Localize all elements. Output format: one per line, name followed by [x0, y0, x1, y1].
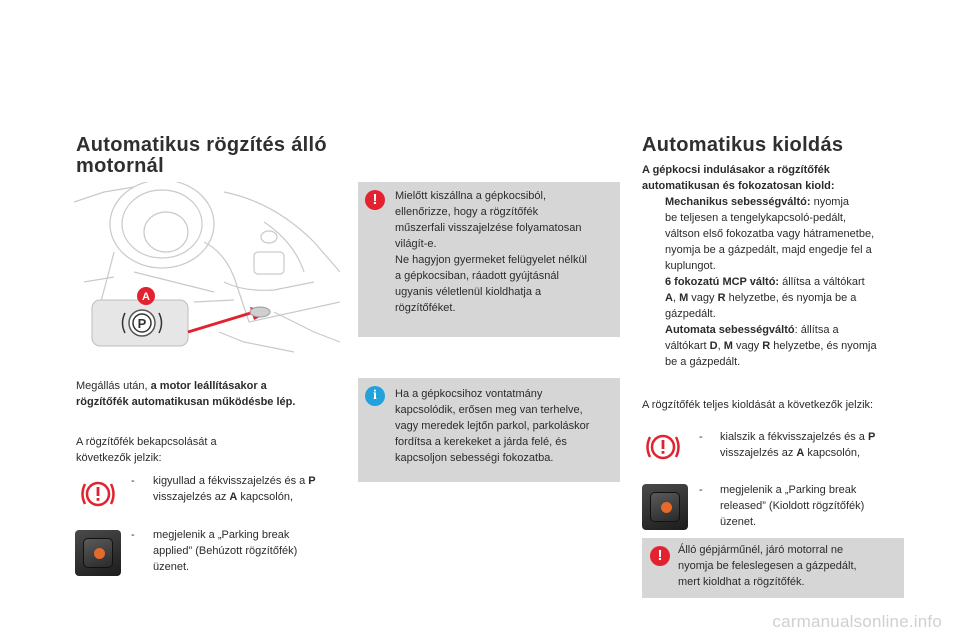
warning-line: ellenőrizze, hogy a rögzítőfék — [395, 206, 539, 218]
b3-bold-r: R — [762, 340, 771, 352]
b1-line2: be teljesen a tengelykapcsoló-pedált, — [665, 212, 847, 224]
r1-line2: visszajelzés az — [720, 447, 797, 459]
callout-a: A — [142, 291, 150, 303]
r1-text — [720, 429, 920, 461]
engine-warning-line: nyomja be feleslegesen a gázpedált, — [678, 560, 857, 572]
para1-prefix: Megállás után, — [76, 380, 151, 392]
b3-line3: be a gázpedált. — [665, 356, 741, 368]
svg-text:P: P — [137, 316, 147, 331]
intro-line1: A gépkocsi indulásakor a rögzítőfék — [642, 164, 830, 176]
warning-icon: ! — [650, 546, 670, 566]
r1-bold-a: A — [796, 447, 805, 459]
release-indicators-text: A rögzítőfék teljes kioldását a következők jelzik: — [642, 399, 874, 411]
para1-bold2: rögzítőfék automatikusan működésbe lép. — [76, 396, 296, 408]
b3-bold-m: M — [723, 340, 733, 352]
bullet2-text — [665, 274, 915, 322]
b2-bold-a: A — [665, 292, 673, 304]
b2-bold: 6 fokozatú MCP váltó: — [665, 276, 780, 288]
para2-line1: A rögzítőfék bekapcsolását a — [76, 436, 217, 448]
warning-line: rögzítőféket. — [395, 302, 456, 314]
parking-brake-key-icon — [75, 530, 121, 576]
item1-dash: - — [131, 475, 135, 487]
para1-bold1: a motor leállításakor a — [150, 380, 267, 392]
b1-bold: Mechanikus sebességváltó: — [665, 196, 811, 208]
release-intro — [642, 162, 912, 194]
b2-bold-m: M — [679, 292, 689, 304]
info-line: kapcsoljon sebességi fokozatba. — [395, 452, 554, 464]
brake-warning-icon — [78, 474, 118, 514]
info-text — [395, 386, 620, 466]
info-line: kapcsolódik, erősen meg van terhelve, — [395, 404, 583, 416]
engine-warning-line: mert kioldhat a rögzítőfék. — [678, 576, 805, 588]
engine-warning-line: Álló gépjárműnél, járó motorral ne — [678, 544, 844, 556]
intro-line2: automatikusan és fokozatosan kiold: — [642, 180, 835, 192]
warning-line: Mielőtt kiszállna a gépkocsiból, — [395, 190, 547, 202]
item1-line2-post: kapcsolón, — [237, 491, 294, 503]
bullet3-text — [665, 322, 915, 370]
b1-line4: nyomja be a gázpedált, majd engedje fel a — [665, 244, 872, 256]
r1-bold-p: P — [867, 431, 876, 443]
b2-rest: állítsa a váltókart — [779, 276, 865, 288]
item1-text — [153, 473, 353, 505]
left-title-line2: motornál — [76, 155, 164, 177]
left-title — [76, 135, 327, 177]
info-line: Ha a gépkocsihoz vontatmány — [395, 388, 543, 400]
auto-apply-paragraph — [76, 378, 346, 410]
b2-mid: vagy — [688, 292, 718, 304]
b1-line3: váltson első fokozatba vagy hátramenetbe, — [665, 228, 875, 240]
item1-line2: visszajelzés az — [153, 491, 230, 503]
item1-bold-a: A — [229, 491, 238, 503]
para2-line2: következők jelzik: — [76, 452, 162, 464]
item1-bold-p: P — [308, 475, 316, 487]
b3-bold: Automata sebességváltó — [665, 324, 795, 336]
r2-line1: megjelenik a „Parking break — [720, 484, 857, 496]
b3-rest: : állítsa a — [794, 324, 839, 336]
r2-text — [720, 482, 920, 530]
b3-pre: váltókart — [665, 340, 710, 352]
r1-line1: kialszik a fékvisszajelzés és a — [720, 431, 868, 443]
parking-brake-key-icon — [642, 484, 688, 530]
r1-line2-post: kapcsolón, — [804, 447, 861, 459]
bullet1-text — [665, 194, 915, 274]
b1-line5: kuplungot. — [665, 260, 716, 272]
info-line: fordítsa a kerekeket a járda felé, és — [395, 436, 567, 448]
b2-bold-r: R — [717, 292, 726, 304]
b3-post: helyzetbe, és nyomja — [770, 340, 877, 352]
r1-dash: - — [699, 431, 703, 443]
warning-icon: ! — [365, 190, 385, 210]
engage-indicators-paragraph — [76, 434, 346, 466]
b3-bold-d: D — [709, 340, 718, 352]
warning-line: a gépkocsiban, ráadott gyújtásnál — [395, 270, 559, 282]
info-icon: i — [365, 386, 385, 406]
item2-line3: üzenet. — [153, 561, 190, 573]
r2-line2: released” (Kioldott rögzítőfék) — [720, 500, 865, 512]
info-line: vagy meredek lejtőn parkol, parkoláskor — [395, 420, 590, 432]
warning-line: műszerfali visszajelzése folyamatosan — [395, 222, 582, 234]
warning-line: ugyanis véletlenül kioldhatja a — [395, 286, 542, 298]
watermark: carmanualsonline.info — [772, 612, 942, 631]
warning-line: világít-e. — [395, 238, 437, 250]
warning-line: Ne hagyjon gyermeket felügyelet nélkül — [395, 254, 588, 266]
b2-post: helyzetbe, és nyomja be a — [725, 292, 857, 304]
warning-text — [395, 188, 617, 316]
r2-line3: üzenet. — [720, 516, 757, 528]
item2-text — [153, 527, 353, 575]
item2-line2: applied” (Behúzott rögzítőfék) — [153, 545, 298, 557]
b2-line3: gázpedált. — [665, 308, 716, 320]
left-title-line1: Automatikus rögzítés álló — [76, 134, 327, 156]
right-title: Automatikus kioldás — [642, 134, 844, 156]
b3-mid: vagy — [732, 340, 763, 352]
item1-line1: kigyullad a fékvisszajelzés és a — [153, 475, 309, 487]
r2-dash: - — [699, 484, 703, 496]
engine-warning-text — [678, 542, 902, 590]
b1-rest: nyomja — [810, 196, 850, 208]
item2-dash: - — [131, 529, 135, 541]
b2-sep: , — [672, 292, 680, 304]
item2-line1: megjelenik a „Parking break — [153, 529, 290, 541]
car-interior-illustration — [74, 182, 340, 358]
brake-warning-icon — [643, 427, 683, 467]
b3-sep: , — [717, 340, 724, 352]
